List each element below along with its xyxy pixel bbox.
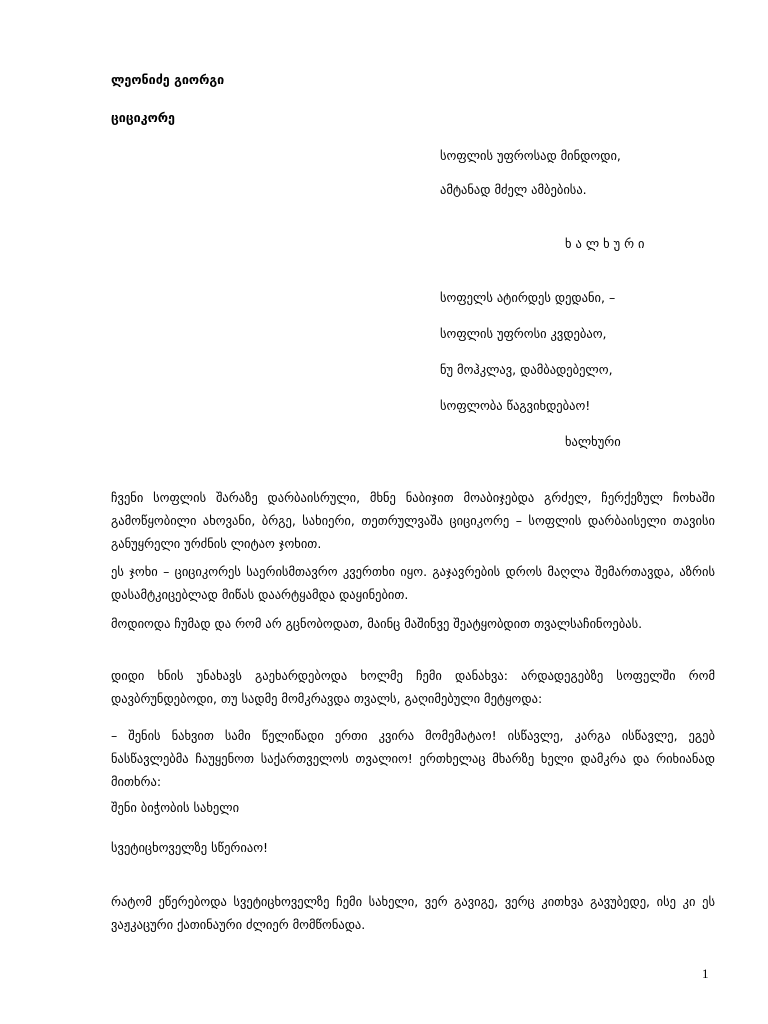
- epigraph-line: სოფელს ატირდეს დედანი, –: [440, 290, 616, 305]
- epigraph-line: ამტანად მძელ ამბებისა.: [440, 182, 587, 197]
- body-paragraph: ეს ჯოხი – ციციკორეს საერისმთავრო კვერთხი იყო. გაჯავრების დროს მაღლა შემართავდა, აზრის დასამტკიცებლად მიწას დაარტყამდა დაყინებით.: [111, 564, 715, 602]
- epigraph-line: სოფლის უფროსად მინდოდი,: [440, 148, 621, 163]
- epigraph-line: სოფლის უფროსი კვდებაო,: [440, 326, 607, 341]
- verse-line: შენი ბიჭობის სახელი: [111, 800, 240, 815]
- epigraph-line: სოფლობა წაგვიხდებაო!: [440, 398, 591, 413]
- body-paragraph: მოდიოდა ჩუმად და რომ არ გცნობოდათ, მაინც მაშინვე შეატყობდით თვალსაჩინოებას.: [111, 616, 643, 631]
- document-title: ციციკორე: [111, 110, 175, 125]
- body-paragraph: დიდი ხნის უნახავს გაეხარდებოდა ხოლმე ჩემი დანახვა: არდადეგებზე სოფელში რომ დავბრუნდებოდი, თუ სადმე მომკრავდა თვალს, გაღიმებული მეტყოდა:: [111, 668, 715, 706]
- epigraph-attribution: ხალხური: [565, 434, 621, 449]
- verse-line: სვეტიცხოველზე სწერიაო!: [111, 840, 269, 855]
- epigraph-line: ნუ მოჰკლავ, დამბადებელო,: [440, 362, 613, 377]
- body-paragraph: ჩვენი სოფლის შარაზე დარბაისრული, მხნე ნაბიჯით მოაბიჯებდა გრძელ, ჩერქეზულ ჩოხაში გამოწყობილი ახოვანი, ბრგე, სახიერი, თეთრულვაშა ციციკორე – სოფლის დარბაისელი თავისი განუყრელი ურძნის ლიტაო ჯოხით.: [111, 490, 715, 551]
- body-paragraph: რატომ ეწერებოდა სვეტიცხოველზე ჩემი სახელი, ვერ გავიგე, ვერც კითხვა გავუბედე, ისე კი ეს ვაჟკაცური ქათინაური ძლიერ მომწონადა.: [111, 894, 715, 932]
- epigraph-attribution: ხ ა ლ ხ უ რ ი: [565, 236, 645, 251]
- body-paragraph: – შენის ნახვით სამი წელიწადი ერთი კვირა მომემატაო! ისწავლე, კარგა ისწავლე, ეგებ ნასწავლებმა ჩაუყენოთ საქართველოს თვალიო! ერთხელაც მხარზე ხელი დამკრა და რიხიანად მითხრა:: [111, 728, 715, 789]
- author-name: ლეონიძე გიორგი: [111, 72, 225, 87]
- page-number: 1: [702, 966, 709, 981]
